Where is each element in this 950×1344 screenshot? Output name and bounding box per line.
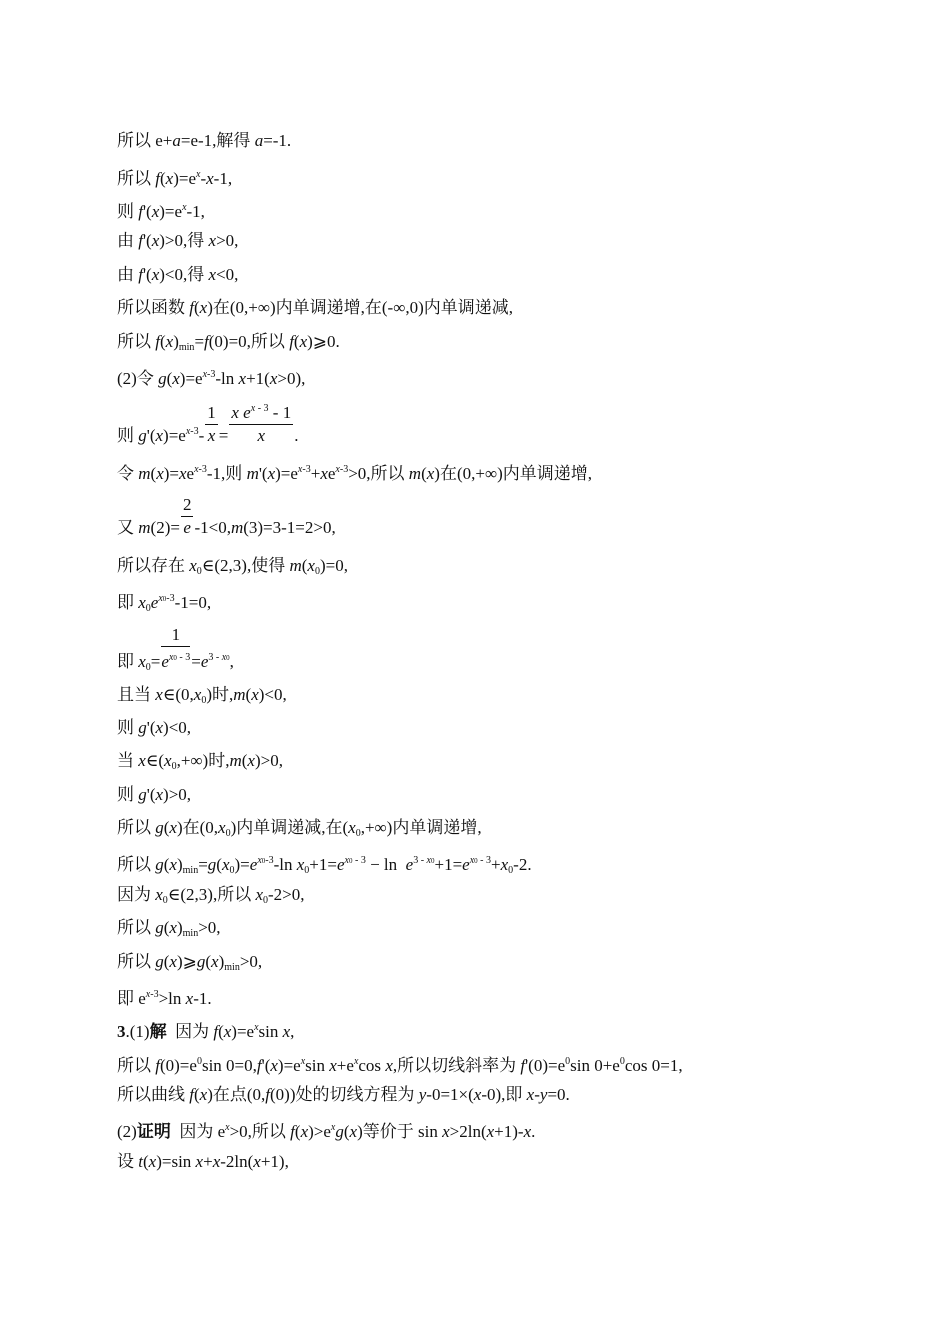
fraction-2-over-e: $\frac{2}{e}$ xyxy=(182,495,192,537)
text-line-9: 则 $g'(x)=e^{x-3}-$ $\frac{1}{x}$ = $\frac{x e^{x - 3} - 1}{x}$ . xyxy=(117,398,298,447)
fraction-1-over-exp: $\frac{1}{e^{x0 - 3}}$ xyxy=(161,625,191,671)
text-line-1: 所以 e+a=e-1,解得 a=-1. xyxy=(117,131,292,150)
text-line-16: 则 g'(x)<0, xyxy=(117,718,192,737)
text-line-12: 所以存在 $x_0\in(2,3)$,使得 $m(x_0)=0$, xyxy=(117,556,348,577)
text-line-29: 设 t(x)=sin x+x-2ln(x+1), xyxy=(117,1152,289,1171)
text-line-15: 且当 $x\in(0,x_0)$时,m(x)<0, xyxy=(117,685,287,706)
text-line-23: 所以 $g(x)⩾g(x)_{min}>0$, xyxy=(117,952,263,973)
text-line-24: 即 $e^{x-3}>\ln$ x-1. xyxy=(117,989,212,1008)
text-line-18: 则 g'(x)>0, xyxy=(117,785,192,804)
text-line-6: 所以函数 f(x)在(0,+∞)内单调递增,在(-∞,0)内单调递减, xyxy=(117,298,513,317)
text-line-27: 所以曲线 f(x)在点(0,f(0))处的切线方程为 y-0=1×(x-0),即 x-y=0. xyxy=(117,1085,570,1104)
text-line-25: 3.(1)解 因为 $f(x)=e^x\sin$ x, xyxy=(117,1022,295,1041)
text-line-26: 所以 $f(0)=e^0\sin$ $0=0,f'(x)=e^x\sin$ $x+e^x\cos$ x,所以切线斜率为 $f'(0)=e^0\sin$ $0+e^0\cos$ 0=1, xyxy=(117,1056,683,1075)
text-line-22: 所以 $g(x)_{min}>0$, xyxy=(117,918,221,939)
text-line-20: 所以 $g(x)_{min}=g(x_0)=e^{x0-3}-\ln$ $x_0+1=e^{x0 - 3} - \ln e^{3 - x0}+1=e^{x0 - 3}+x_0-2$. xyxy=(117,855,532,876)
text-line-19: 所以 g(x)在$(0,x_0)$内单调递减,在$(x_0,+\infty)$内单调递增, xyxy=(117,818,482,839)
text-line-8: (2)令 $g(x)=e^{x-3}-\ln$ x+1(x>0), xyxy=(117,369,306,388)
fraction-derivative: $\frac{x e^{x - 3} - 1}{x}$ xyxy=(229,398,293,447)
text-line-14: 即 $x_0=$ $\frac{1}{e^{x0 - 3}}$ $=e^{3 - x0}$, xyxy=(117,625,234,673)
text-line-10: 令 $m(x)=xe^{x-3}-1$,则 $m'(x)=e^{x-3}+xe^{x-3}>0$,所以 m(x)在(0,+∞)内单调递增, xyxy=(117,464,592,483)
text-line-21: 因为 $x_0\in(2,3)$,所以 $x_0-2>0$, xyxy=(117,885,305,906)
text-line-2: 所以 $f(x)=e^x-x-1$, xyxy=(117,169,233,188)
text-line-3: 则 $f'(x)=e^x-1$, xyxy=(117,202,205,221)
text-line-17: 当 $x\in(x_0,+\infty)$时,m(x)>0, xyxy=(117,751,283,772)
text-line-5: 由 f'(x)<0,得 x<0, xyxy=(117,265,239,284)
fraction-1-over-x: $\frac{1}{x}$ xyxy=(207,403,216,445)
text-line-13: 即 $x_0e^{x0-3}-1=0$, xyxy=(117,593,212,614)
text-line-7: 所以 $f(x)_{min}=f(0)=0$,所以 f(x)⩾0. xyxy=(117,332,340,353)
text-line-11: 又 m(2)= $\frac{2}{e}$ -1<0,m(3)=3-1=2>0, xyxy=(117,495,336,537)
text-line-28: (2)证明 因为 $e^x>0$,所以 $f(x)>e^xg(x)$等价于 sin x>2ln(x+1)-x. xyxy=(117,1122,536,1141)
text-line-4: 由 f'(x)>0,得 x>0, xyxy=(117,231,239,250)
